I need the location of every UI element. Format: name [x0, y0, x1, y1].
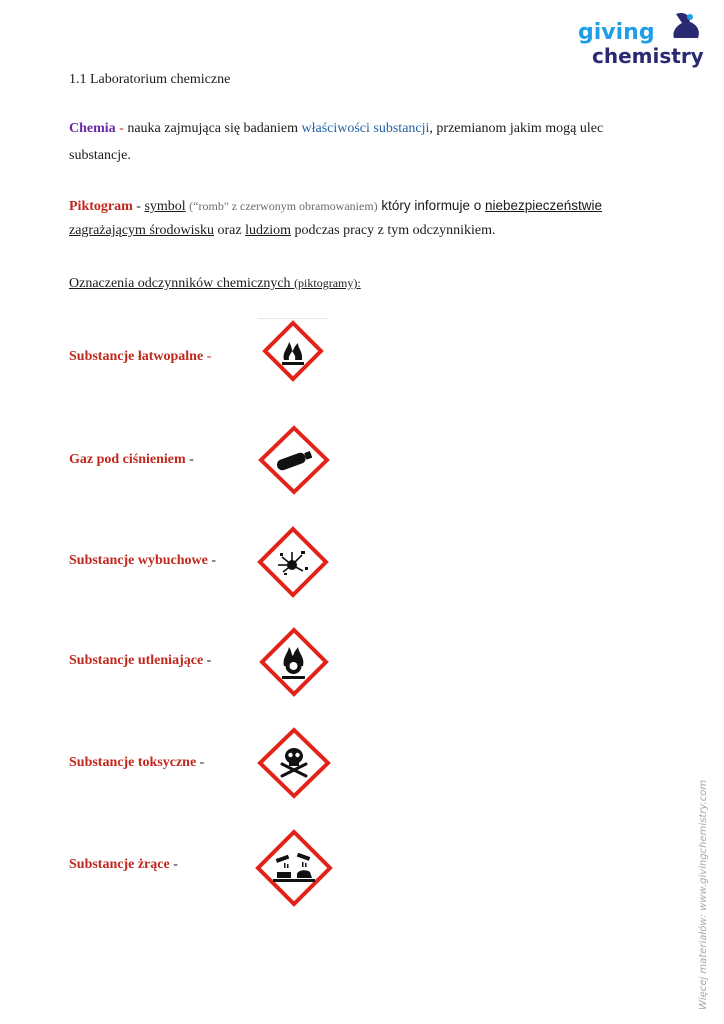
chemia-definition-cont: substancje. — [69, 148, 131, 163]
explosive-icon — [256, 525, 330, 599]
logo-line-2: chemistry — [592, 44, 704, 68]
hazard-label-gas: Gaz pod ciśnieniem - — [69, 452, 194, 467]
hazard-label-flammable: Substancje łatwopalne - — [69, 349, 212, 364]
flask-icon — [668, 10, 708, 44]
hazard-label-oxidizer: Substancje utleniające - — [69, 653, 212, 668]
markings-heading: Oznaczenia odczynników chemicznych (piktogramy): — [69, 276, 361, 291]
properties-highlight: właściwości substancji — [301, 121, 430, 136]
piktogram-definition-cont: zagrażającym środowisku oraz ludziom podczas pracy z tym odczynnikiem. — [69, 223, 496, 238]
gas-cylinder-icon — [257, 424, 331, 496]
hazard-label-corrosive: Substancje żrące - — [69, 857, 178, 872]
chemia-term: Chemia — [69, 121, 116, 136]
piktogram-definition: Piktogram - symbol (“romb" z czerwonym obramowaniem) który informuje o niebezpieczeństwie — [69, 198, 603, 214]
chemia-definition: Chemia - nauka zajmująca się badaniem właściwości substancji, przemianom jakim mogą ulec — [69, 121, 604, 136]
oxidizer-icon — [258, 626, 330, 698]
skull-crossbones-icon — [255, 726, 333, 800]
flammable-icon — [258, 318, 328, 384]
hazard-label-toxic: Substancje toksyczne - — [69, 755, 205, 770]
piktogram-term: Piktogram — [69, 199, 133, 214]
corrosive-icon — [254, 828, 334, 908]
hazard-label-explosive: Substancje wybuchowe - — [69, 553, 217, 568]
section-title: 1.1 Laboratorium chemiczne — [69, 72, 231, 87]
giving-chemistry-logo — [578, 10, 718, 74]
footer-note: Więcej materiałów: www.givingchemistry.com — [698, 779, 709, 1010]
logo-line-1: giving — [578, 20, 655, 45]
